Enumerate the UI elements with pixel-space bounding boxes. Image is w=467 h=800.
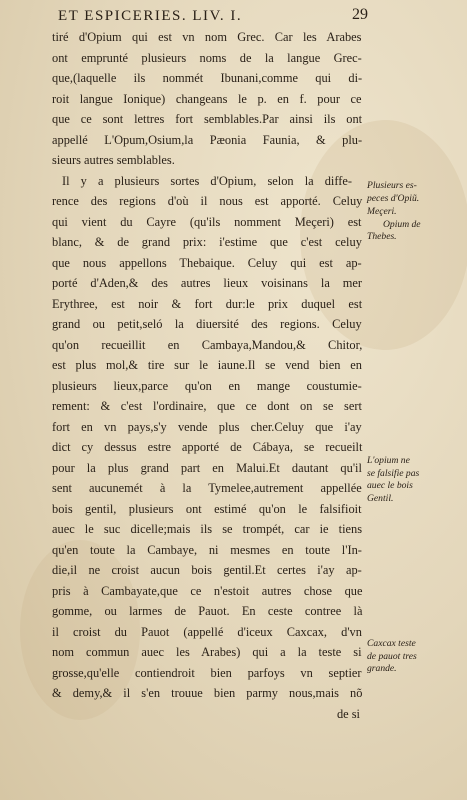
text-line: rement: & c'est l'ordinaire, que ce dont on se sert xyxy=(52,399,362,413)
text-line: dict cy dessus estre apporté de Cábaya, se recueilt xyxy=(52,440,363,454)
margin-note-line: peces d'Opiũ. xyxy=(367,192,420,204)
text-line: tiré d'Opium qui est vn nom Grec. Car les Arabes xyxy=(52,30,362,44)
text-line: fort en vn pays,s'y vende plus cher.Celuy que i'ay xyxy=(52,419,362,434)
margin-note-line: L'opium ne xyxy=(367,455,410,466)
text-line: que ce sont lettres fort semblables.Par ainsi ils ont xyxy=(52,112,363,126)
text-line: qui vient du Cayre (qu'ils nomment Meçeri) est xyxy=(52,214,362,229)
text-line: est plus mol,& tire sur le iaune.Il se vend bien en xyxy=(52,358,362,372)
text-line: porté d'Aden,& des autres lieux voisinans la mer xyxy=(52,276,363,290)
text-line: grosse,qu'elle contiendroit bien parfoys vn septier xyxy=(52,665,362,680)
text-line: grand ou petit,seló la diuersité des regions. Celuy xyxy=(52,317,362,331)
text-line: plusieurs lieux,parce qu'on en mange coustumie- xyxy=(52,378,362,393)
text-line: die,il ne croist aucun bois gentil.Et certes i'ay ap- xyxy=(52,563,362,577)
margin-note-line: se falsifie pas xyxy=(367,467,420,479)
text-line: sieurs autres semblables. xyxy=(52,153,175,167)
margin-note-line: Gentil. xyxy=(367,492,394,504)
margin-note-line: de pauot tres xyxy=(367,650,417,662)
page-number: 29 xyxy=(352,6,368,23)
margin-note-line: auec le bois xyxy=(367,480,413,491)
text-line: sent aucunemét à la Tymelee,autrement appellée xyxy=(52,481,362,495)
text-line: gomme, ou larmes de Pauot. En ceste contree là xyxy=(52,604,363,618)
text-line: appellé L'Opum,Osium,la Pæonia Faunia, & plu- xyxy=(52,132,363,147)
text-line: nom commun auec les Arabes) qui a la teste si xyxy=(52,645,362,659)
running-title: ET ESPICERIES. LIV. I. xyxy=(58,8,243,24)
margin-note-varieties xyxy=(367,180,465,205)
margin-note-line: Meçeri. xyxy=(367,206,397,217)
page-header xyxy=(58,6,368,26)
margin-note-line: Caxcax teste xyxy=(367,638,416,649)
text-line: auec le suc dicelle;mais ils se trompét, car ie tiens xyxy=(52,522,363,536)
text-line: bois gentil, plusieurs ont estimé qu'on le falsifioit xyxy=(52,501,362,516)
text-line: que nous appellons Thebaique. Celuy qui est ap- xyxy=(52,255,362,270)
text-line: roit langue Ionique) changeans le p. en f. pour ce xyxy=(52,91,362,106)
body-text xyxy=(52,27,362,724)
text-line: qu'en toute la Cambaye, ni mesmes en toute l'In- xyxy=(52,542,362,557)
text-line: rence des regions d'où il nous est apporté. Celuy xyxy=(52,194,363,208)
text-line: ont emprunté plusieurs noms de la langue Grec- xyxy=(52,50,362,65)
margin-note-line: Plusieurs es- xyxy=(367,180,417,191)
text-line: que,(laquelle ils nommét Ibunani,comme qui di- xyxy=(52,71,363,85)
text-line: & demy,& il s'en trouue bien parmy nous,mais nõ xyxy=(52,686,363,700)
text-line: blanc, & de grand prix: i'estime que c'est celuy xyxy=(52,235,362,249)
margin-note-line: grande. xyxy=(367,663,397,674)
text-line: pris à Cambayate,que ce n'estoit autres chose que xyxy=(52,583,363,598)
margin-note-caxcax xyxy=(367,638,465,676)
text-line: Il y a plusieurs sortes d'Opium, selon la diffe- xyxy=(62,173,353,188)
margin-note-line: Thebes. xyxy=(367,231,397,242)
margin-note-falsify xyxy=(367,455,465,505)
text-line: pour la plus grand part en Malui.Et dautant qu'il xyxy=(52,460,362,475)
margin-note-line: Opium de xyxy=(383,218,421,230)
catchword: de si xyxy=(336,706,360,721)
text-line: qu'on recueillit en Cambaya,Mandou,& Chitor, xyxy=(52,337,363,352)
text-line: il croist du Pauot (appellé d'iceux Caxcax, d'vn xyxy=(52,624,362,639)
text-line: Erythree, est noir & fort dur:le prix duquel est xyxy=(52,296,363,311)
margin-note-meceri xyxy=(367,206,465,244)
